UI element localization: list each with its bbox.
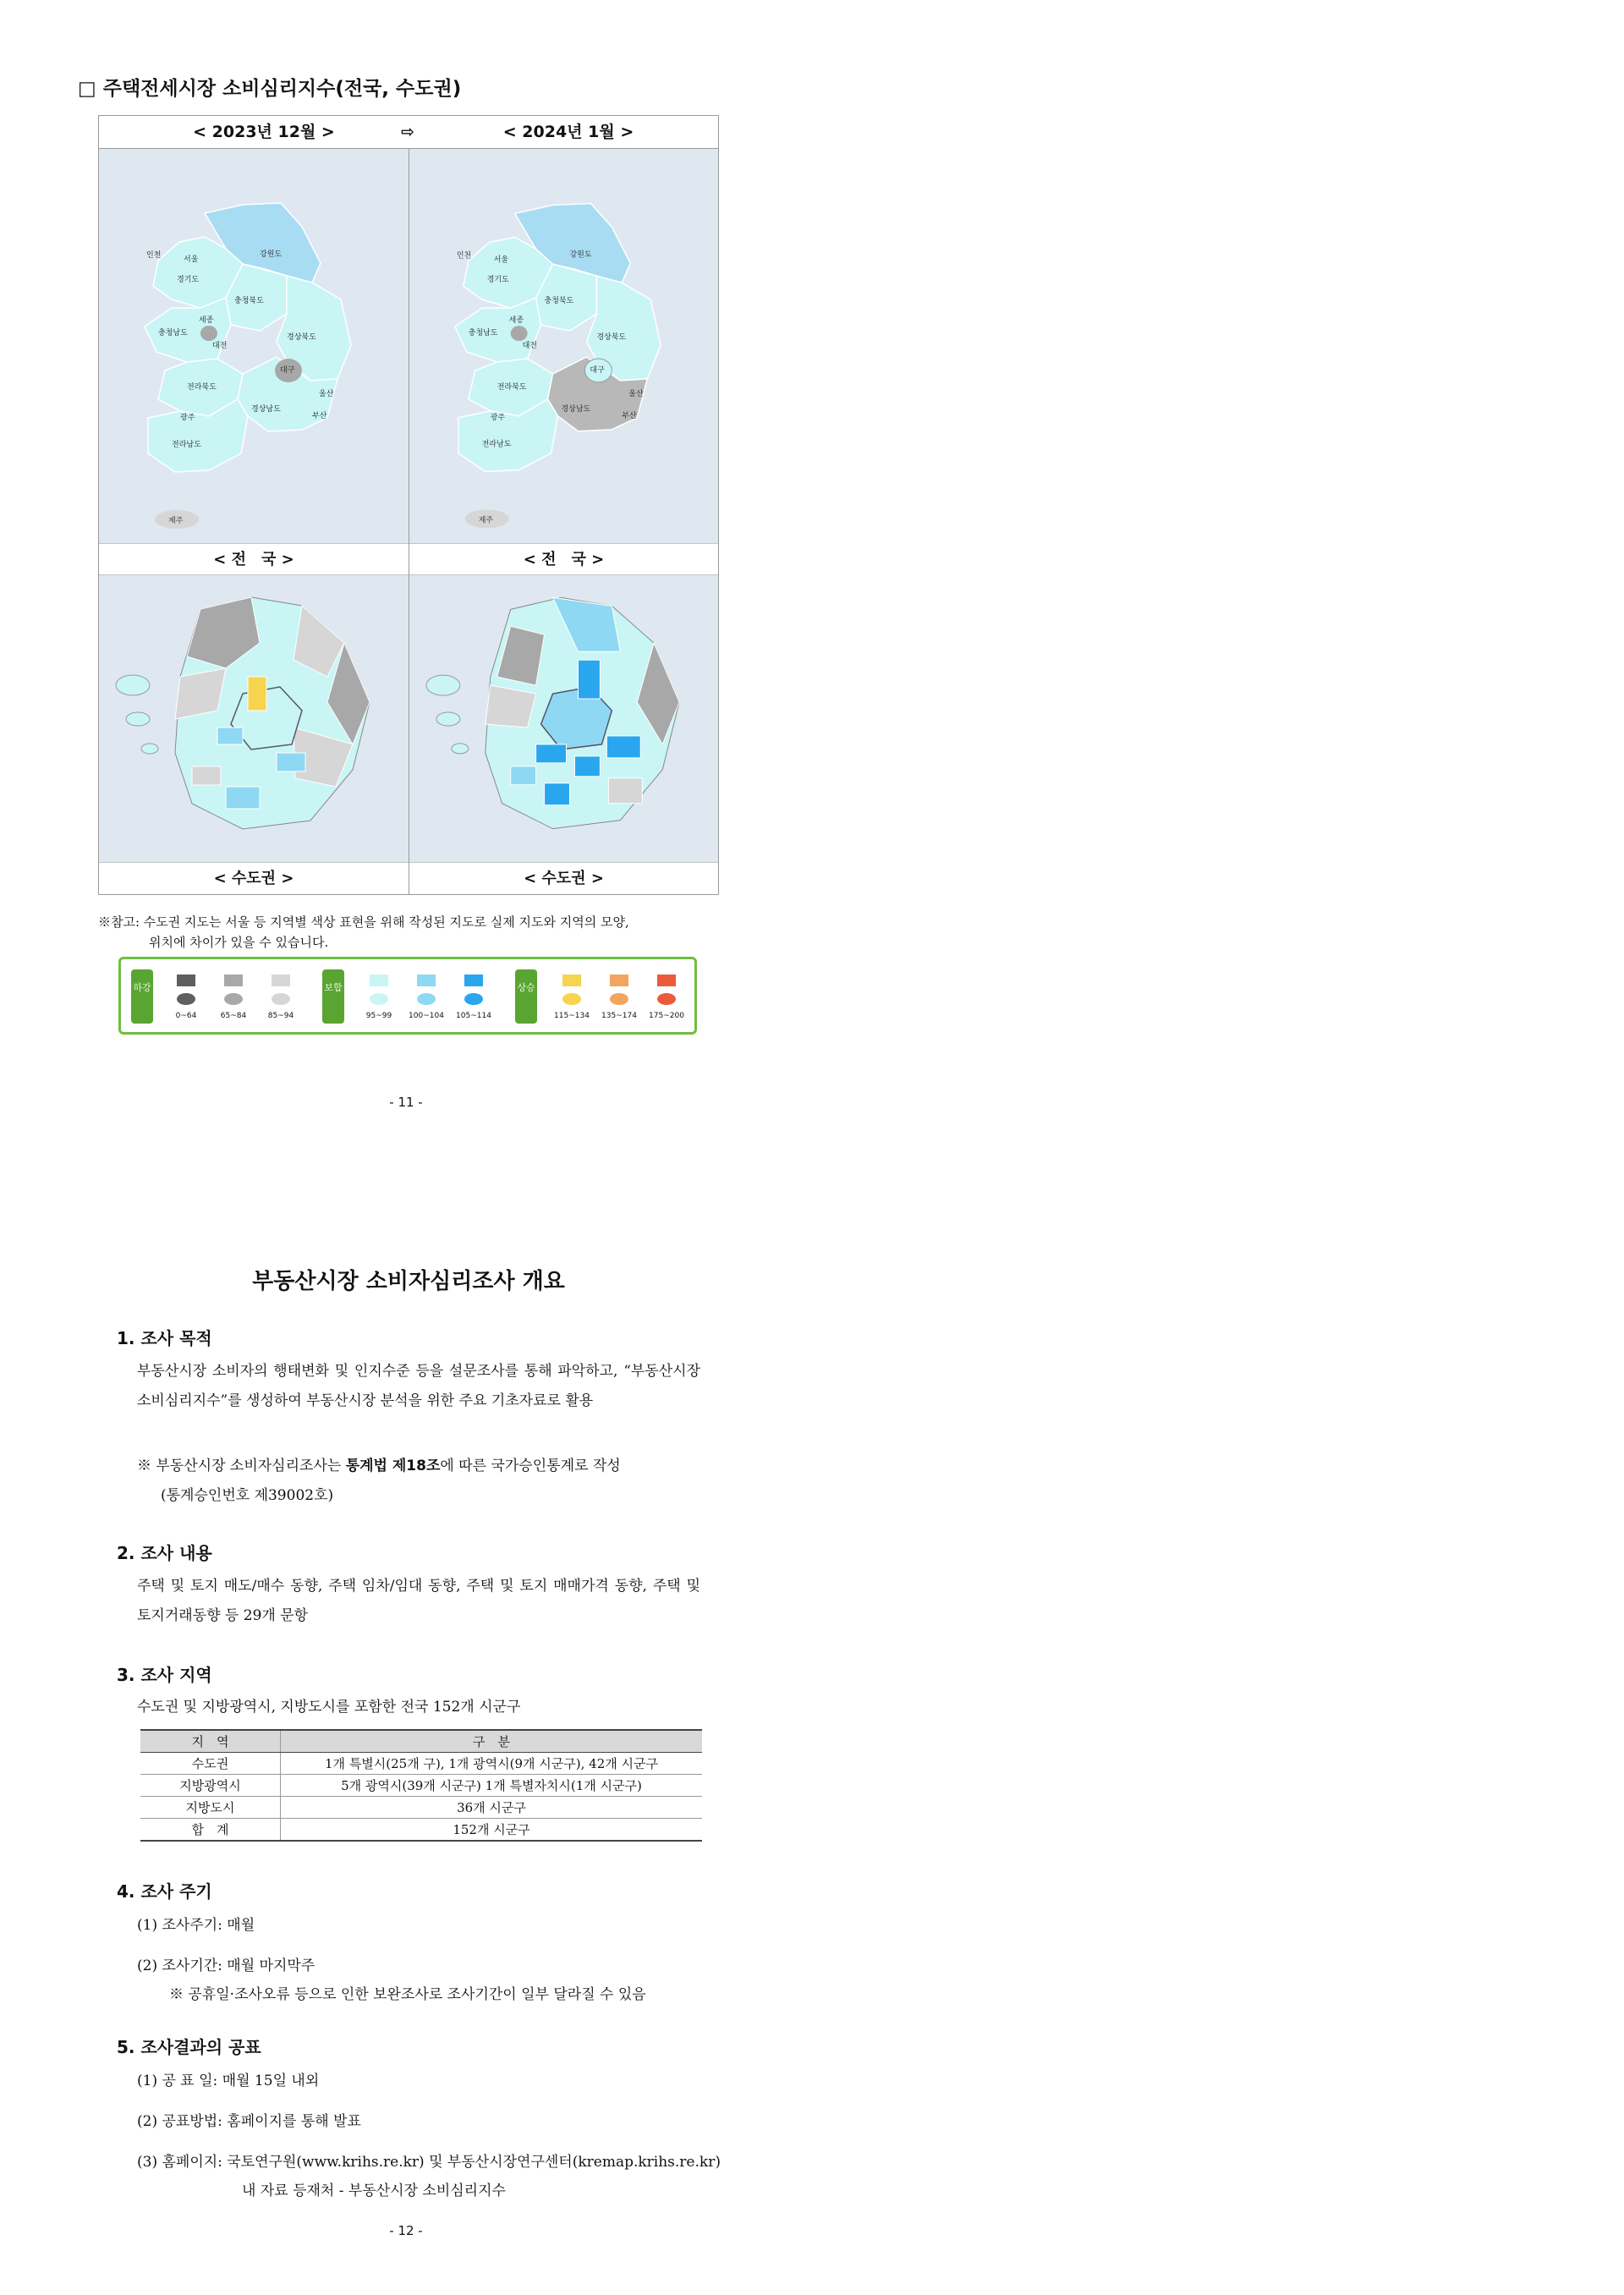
table-row	[140, 1775, 702, 1797]
label-gangwon: 강원도	[260, 250, 283, 259]
capital-map-dec-2023	[99, 575, 409, 863]
legend-swatch	[610, 975, 628, 986]
label-busan: 부산	[312, 412, 327, 420]
purpose-note-post: 에 따른 국가승인통계로 작성	[440, 1458, 621, 1474]
purpose-note-pre: ※ 부동산시장 소비자심리조사는	[137, 1458, 346, 1474]
legend-range-label: 65~84	[220, 1012, 247, 1020]
legend-marker-icon	[272, 993, 290, 1005]
legend-swatch	[657, 975, 676, 986]
cycle-item-1: (1) 조사주기: 매월	[137, 1917, 255, 1934]
section-purpose-note	[137, 1452, 704, 1511]
label-ulsan: 울산	[319, 390, 334, 398]
legend-range-label: 105~114	[456, 1012, 491, 1020]
table-cell: 지방광역시	[140, 1775, 281, 1797]
legend-range-label: 175~200	[649, 1012, 684, 1020]
cycle-item-2: (2) 조사기간: 매월 마지막주	[137, 1957, 315, 1974]
legend-swatch	[562, 975, 581, 986]
table-cell: 지방도시	[140, 1797, 281, 1819]
label-gyeonggi: 경기도	[177, 276, 200, 284]
section-purpose-heading: 1. 조사 목적	[117, 1328, 212, 1348]
table-row	[140, 1819, 702, 1842]
section-heading: □ 주택전세시장 소비심리지수(전국, 수도권)	[78, 78, 462, 100]
label-gwangju: 광주	[490, 413, 506, 422]
table-cell: 수도권	[140, 1753, 281, 1775]
legend-swatch	[417, 975, 436, 986]
legend-marker-icon	[177, 993, 195, 1005]
label-daegu: 대구	[590, 365, 605, 375]
legend-swatch	[370, 975, 388, 986]
legend-marker-icon	[224, 993, 243, 1005]
page-number-12: - 12 -	[389, 2223, 423, 2238]
map-comparison-table	[98, 115, 719, 895]
label-chungnam: 충청남도	[468, 329, 498, 338]
label-jeonbuk: 전라북도	[187, 383, 217, 392]
section-region-heading: 3. 조사 지역	[117, 1665, 212, 1685]
section-content-heading: 2. 조사 내용	[117, 1543, 212, 1563]
index-color-legend	[118, 957, 697, 1035]
label-incheon: 인천	[456, 251, 472, 261]
table-header-region: 지 역	[140, 1730, 281, 1753]
section-publication-heading: 5. 조사결과의 공표	[117, 2037, 261, 2057]
legend-swatch	[464, 975, 483, 986]
period-left-label: < 2023년 12월 >	[193, 123, 335, 141]
label-gyeongnam: 경상남도	[251, 405, 281, 414]
label-sejong: 세종	[199, 316, 214, 325]
legend-range-label: 95~99	[365, 1012, 392, 1020]
publication-item-3: (3) 홈페이지: 국토연구원(www.krihs.re.kr) 및 부동산시장연구센터(kremap.krihs.re.kr)	[137, 2154, 721, 2171]
table-row	[140, 1753, 702, 1775]
legend-range-label: 115~134	[554, 1012, 590, 1020]
label-jeju: 제주	[478, 516, 494, 525]
legend-marker-icon	[464, 993, 483, 1005]
label-daejeon: 대전	[212, 342, 228, 350]
table-header-category: 구 분	[281, 1730, 703, 1753]
legend-marker-icon	[657, 993, 676, 1005]
publication-item-1: (1) 공 표 일: 매월 15일 내외	[137, 2073, 320, 2089]
section-cycle-heading: 4. 조사 주기	[117, 1881, 212, 1902]
label-busan: 부산	[622, 411, 637, 420]
legend-range-label: 85~94	[267, 1012, 294, 1020]
period-arrow-icon: ⇨	[401, 123, 414, 141]
label-daegu: 대구	[280, 366, 295, 375]
map-note-line-1: ※참고: 수도권 지도는 서울 등 지역별 색상 표현을 위해 작성된 지도로 실제 지도와 지역의 모양,	[98, 914, 629, 930]
label-gangwon: 강원도	[569, 250, 592, 260]
survey-region-table	[140, 1729, 702, 1842]
legend-tag-rise: 상승	[515, 969, 537, 1024]
page-number-11: - 11 -	[389, 1095, 423, 1110]
cycle-note: ※ 공휴일·조사오류 등으로 인한 보완조사로 조사기간이 일부 달라질 수 있음	[169, 1986, 646, 2003]
capital-map-jan-2024	[409, 575, 718, 863]
table-cell: 5개 광역시(39개 시군구) 1개 특별자치시(1개 시군구)	[281, 1775, 703, 1797]
label-gyeonggi: 경기도	[486, 276, 509, 285]
overview-title: 부동산시장 소비자심리조사 개요	[252, 1269, 565, 1294]
table-row	[140, 1797, 702, 1819]
section-content-body: 주택 및 토지 매도/매수 동향, 주택 임차/임대 동향, 주택 및 토지 매매가격 동향, 주택 및 토지거래동향 등 29개 문항	[137, 1578, 700, 1624]
legend-swatch	[177, 975, 195, 986]
section-region-body: 수도권 및 지방광역시, 지방도시를 포함한 전국 152개 시군구	[137, 1699, 521, 1716]
label-jeonnam: 전라남도	[481, 440, 512, 449]
table-header-row	[140, 1730, 702, 1753]
map-note-line-2: 위치에 차이가 있을 수 있습니다.	[149, 935, 329, 950]
legend-marker-icon	[562, 993, 581, 1005]
label-chungbuk: 충청북도	[544, 297, 574, 306]
period-header-row	[99, 116, 718, 149]
label-jeonnam: 전라남도	[172, 441, 201, 449]
publication-item-3-line-2: 내 자료 등재처 - 부동산시장 소비심리지수	[242, 2182, 506, 2199]
legend-tag-decline: 하강	[131, 969, 153, 1024]
section-purpose-body: 부동산시장 소비자의 행태변화 및 인지수준 등을 설문조사를 통해 파악하고, “부동산시장 소비심리지수”를 생성하여 부동산시장 분석을 위한 주요 기초자료로 활용	[137, 1363, 700, 1409]
caption-capital-right: < 수도권 >	[409, 862, 718, 894]
legend-tag-stable: 보합	[322, 969, 344, 1024]
table-cell: 1개 특별시(25개 구), 1개 광역시(9개 시군구), 42개 시군구	[281, 1753, 703, 1775]
label-gyeongbuk: 경상북도	[287, 333, 316, 342]
purpose-note-line-2: (통계승인번호 제39002호)	[161, 1487, 334, 1504]
label-chungnam: 충청남도	[158, 329, 188, 338]
label-ulsan: 울산	[628, 389, 644, 398]
legend-swatch	[224, 975, 243, 986]
label-gyeongbuk: 경상북도	[596, 333, 627, 343]
label-incheon: 인천	[146, 251, 162, 260]
label-seoul: 서울	[184, 255, 199, 264]
legend-marker-icon	[417, 993, 436, 1005]
legend-marker-icon	[370, 993, 388, 1005]
map-note	[98, 912, 724, 953]
caption-national-left: < 전 국 >	[99, 543, 409, 575]
table-cell: 합 계	[140, 1819, 281, 1842]
legend-marker-icon	[610, 993, 628, 1005]
period-right-label: < 2024년 1월 >	[502, 123, 634, 141]
table-cell: 152개 시군구	[281, 1819, 703, 1842]
purpose-note-bold: 통계법 제18조	[345, 1458, 441, 1474]
label-chungbuk: 충청북도	[234, 297, 264, 305]
caption-capital-left: < 수도권 >	[99, 862, 409, 894]
legend-range-label: 0~64	[175, 1012, 197, 1020]
national-map-jan-2024	[409, 149, 718, 543]
label-sejong: 세종	[508, 316, 524, 326]
label-jeju: 제주	[168, 517, 184, 525]
caption-national-right: < 전 국 >	[409, 543, 718, 575]
label-jeonbuk: 전라북도	[497, 382, 527, 392]
publication-item-2: (2) 공표방법: 홈페이지를 통해 발표	[137, 2113, 361, 2130]
label-daejeon: 대전	[522, 341, 537, 350]
national-map-dec-2023	[99, 149, 409, 543]
label-seoul: 서울	[493, 255, 509, 265]
legend-swatch	[272, 975, 290, 986]
legend-range-label: 100~104	[409, 1012, 444, 1020]
label-gyeongnam: 경상남도	[561, 404, 591, 414]
legend-range-label: 135~174	[601, 1012, 637, 1020]
table-cell: 36개 시군구	[281, 1797, 703, 1819]
label-gwangju: 광주	[180, 414, 195, 422]
